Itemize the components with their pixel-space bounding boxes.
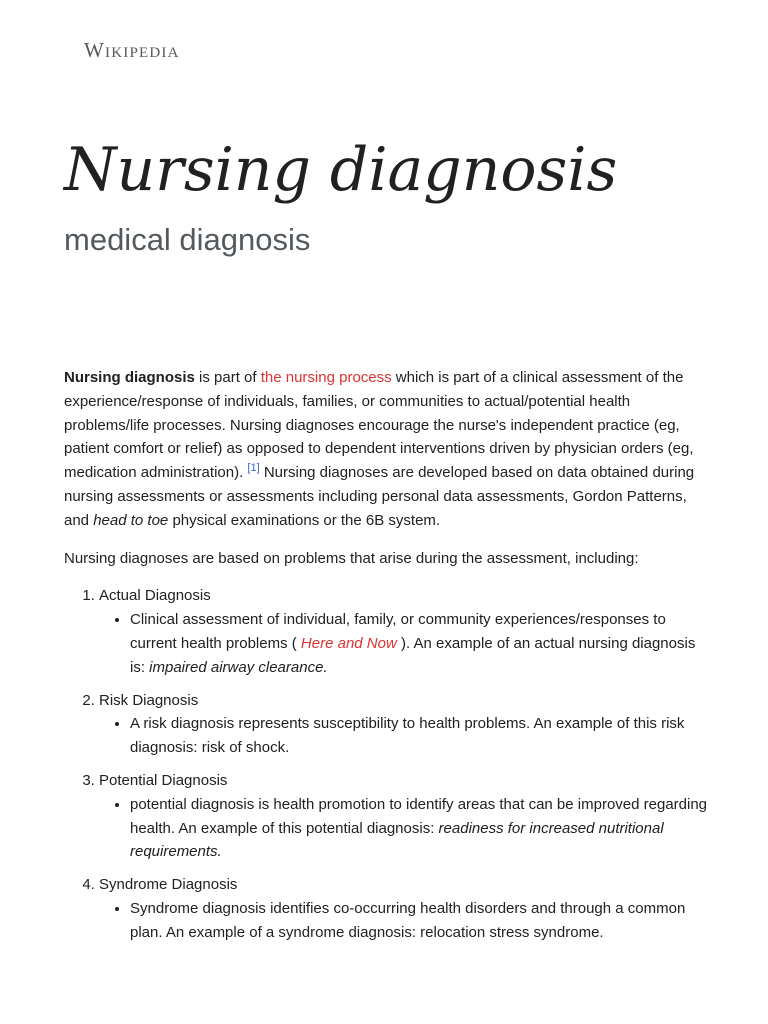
sub-list-item: [130, 793, 714, 864]
wikipedia-wordmark[interactable]: Wikipedia: [84, 38, 180, 62]
lead-in-paragraph: Nursing diagnoses are based on problems that arise during the assessment, including:: [64, 549, 639, 567]
sub-list: [99, 608, 714, 679]
bullet-italic-text: impaired airway clearance.: [149, 658, 328, 676]
list-item: [99, 584, 714, 679]
list-item-label: Potential Diagnosis: [99, 771, 228, 789]
reference-link[interactable]: [1]: [247, 462, 260, 475]
list-item: [99, 689, 714, 760]
sub-list-item: [130, 712, 714, 760]
list-item: [99, 769, 714, 864]
here-and-now-link[interactable]: [301, 635, 397, 652]
intro-text: is part of: [194, 369, 261, 386]
sub-list-item: [130, 897, 714, 945]
list-item-label: Syndrome Diagnosis: [99, 876, 238, 894]
list-item-label: Actual Diagnosis: [99, 587, 211, 605]
list-item-label: Risk Diagnosis: [99, 691, 199, 709]
diagnosis-types-list: [64, 584, 714, 944]
article-body: [64, 366, 714, 954]
nursing-process-link[interactable]: the nursing process: [260, 369, 392, 386]
page-title: Nursing diagnosis: [64, 135, 618, 205]
intro-paragraph: [64, 366, 714, 533]
bullet-text: A risk diagnosis represents susceptibility to health problems. An example of this risk diagnosis: risk of shock.: [130, 715, 685, 757]
page-subtitle: medical diagnosis: [64, 222, 311, 257]
here-and-now-link-text: Here and Now: [300, 634, 397, 652]
bullet-text: Clinical assessment of individual, family, or community experiences/responses to current health problems (: [130, 611, 666, 652]
sub-list: [99, 793, 714, 864]
intro-text: physical examinations or the 6B system.: [168, 511, 441, 529]
bullet-italic-text: readiness for increased nutritional requirements.: [130, 819, 664, 861]
sub-list-item: [130, 608, 714, 679]
intro-text: Nursing diagnoses are developed based on data obtained during nursing assessments or assessments including personal data assessments, Gordon Patterns, and: [64, 464, 695, 529]
sub-list: [99, 712, 714, 760]
bullet-text: Syndrome diagnosis identifies co-occurring health disorders and through a common plan. An example of a syndrome diagnosis: relocation stress syndrome.: [130, 899, 686, 941]
bullet-text: ). An example of an actual nursing diagnosis is:: [130, 634, 696, 676]
intro-term: Nursing diagnosis: [64, 369, 195, 386]
intro-italic-text: head to toe: [93, 511, 169, 529]
sub-list: [99, 897, 714, 945]
intro-text: which is part of a clinical assessment of the experience/response of individuals, families, or communities to actual/potential health problems/life processes. Nursing diagnoses encourage the nurse's independent practice (eg, patient comfort or relief) as opposed to dependent interventions driven by physician orders (eg, medication administration).: [64, 369, 694, 482]
bullet-text: potential diagnosis is health promotion to identify areas that can be improved regarding health. An example of this potential diagnosis:: [130, 795, 708, 837]
list-item: [99, 873, 714, 944]
